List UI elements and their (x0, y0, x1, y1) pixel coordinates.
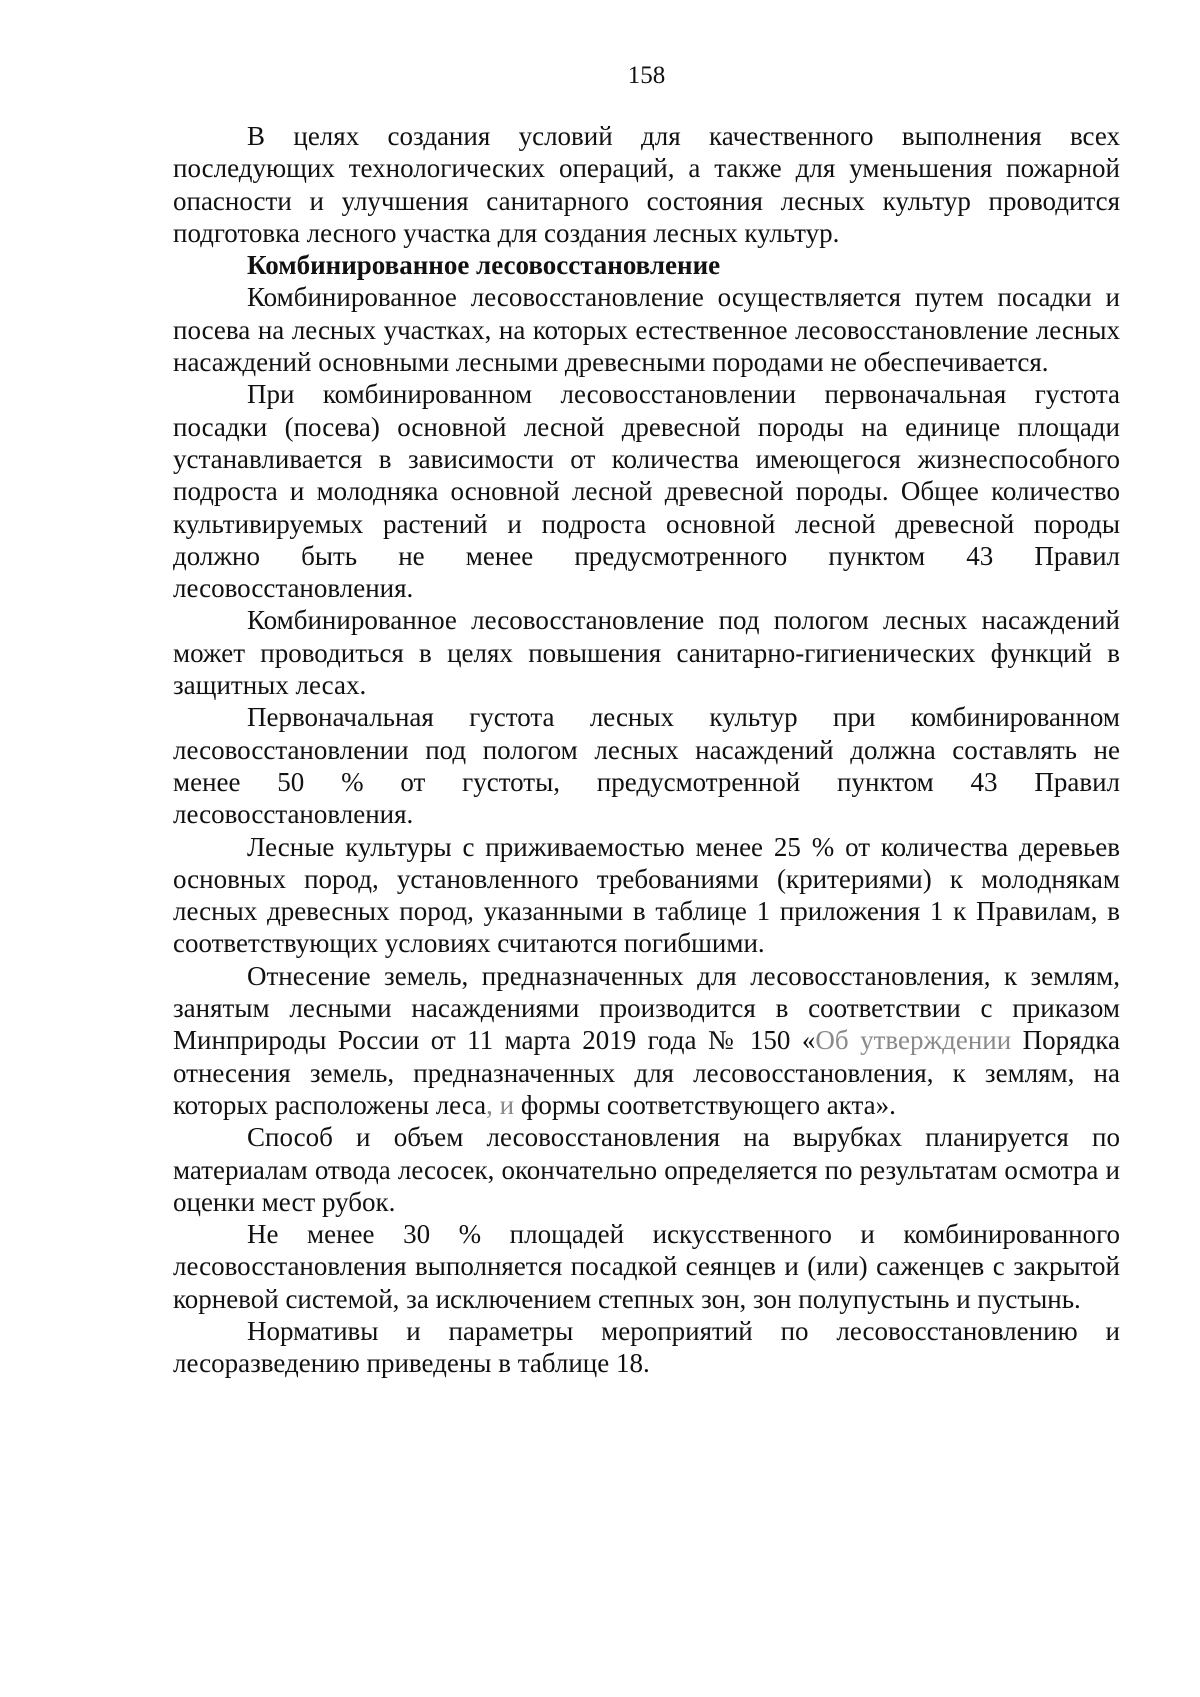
land-classification-gray-2: , и (486, 1089, 515, 1120)
paragraph-site-preparation: В целях создания условий для качественного выполнения всех последующих технологических операций, а также для уменьшения пожарной опасности и улучшения санитарного состояния лесных культур проводится подготовка лесного участка для создания лесных культур. (173, 121, 1120, 248)
land-classification-text-1: Отнесение земель, предназначенных для лесовосстановления, к землям, занятым лесными насаждениями производится в соответствии с приказом Минприроды России от 11 марта 2019 года № 150 « (173, 960, 1120, 1056)
section-heading: Комбинированное лесовосстановление (247, 250, 721, 281)
paragraph-table-reference: Нормативы и параметры мероприятий по лесовосстановлению и лесоразведению приведены в таблице 18. (173, 1315, 1120, 1379)
land-classification-text-2: Порядка отнесения земель, предназначенных для лесовосстановления, к землям, на которых расположены леса (173, 1025, 1120, 1120)
paragraph-land-classification (173, 960, 1120, 1121)
paragraph-method-volume: Способ и объем лесовосстановления на вырубках планируется по материалам отвода лесосек, окончательно определяется по результатам осмотра и оценки мест рубок. (173, 1122, 1120, 1217)
document-page (173, 62, 1120, 1380)
page-number: 158 (627, 62, 666, 89)
paragraph-initial-density: При комбинированном лесовосстановлении первоначальная густота посадки (посева) основной лесной древесной породы на единице площади устанавливается в зависимости от количества имеющегося жизнеспособного подроста и молодняка основной лесной древесной породы. Общее количество культивируемых растений и подроста основной лесной древесной породы должно быть не менее предусмотренного пунктом 43 Правил лесовосстановления. (173, 379, 1120, 604)
paragraph-canopy-density: Первоначальная густота лесных культур при комбинированном лесовосстановлении под пологом лесных насаждений должна составлять не менее 50 % от густоты, предусмотренной пунктом 43 Правил лесовосстановления. (173, 702, 1120, 830)
paragraph-under-canopy: Комбинированное лесовосстановление под пологом лесных насаждений может проводиться в целях повышения санитарно-гигиенических функций в защитных лесах. (173, 605, 1120, 701)
paragraph-combined-definition: Комбинированное лесовосстановление осуществляется путем посадки и посева на лесных участках, на которых естественное лесовосстановление лесных насаждений основными лесными древесными породами не обеспечивается. (173, 282, 1120, 378)
land-classification-text-3: формы соответствующего акта». (514, 1089, 896, 1120)
paragraph-survival-rate: Лесные культуры с приживаемостью менее 25 % от количества деревьев основных пород, установленного требованиями (критериями) к молоднякам лесных древесных пород, указанными в таблице 1 приложения 1 к Правилам, в соответствующих условиях считаются погибшими. (173, 831, 1120, 959)
land-classification-gray-1: Об утверждении (815, 1025, 1012, 1056)
paragraph-closed-root: Не менее 30 % площадей искусственного и комбинированного лесовосстановления выполняется посадкой сеянцев и (или) саженцев с закрытой корневой системой, за исключением степных зон, зон полупустынь и пустынь. (173, 1219, 1120, 1314)
